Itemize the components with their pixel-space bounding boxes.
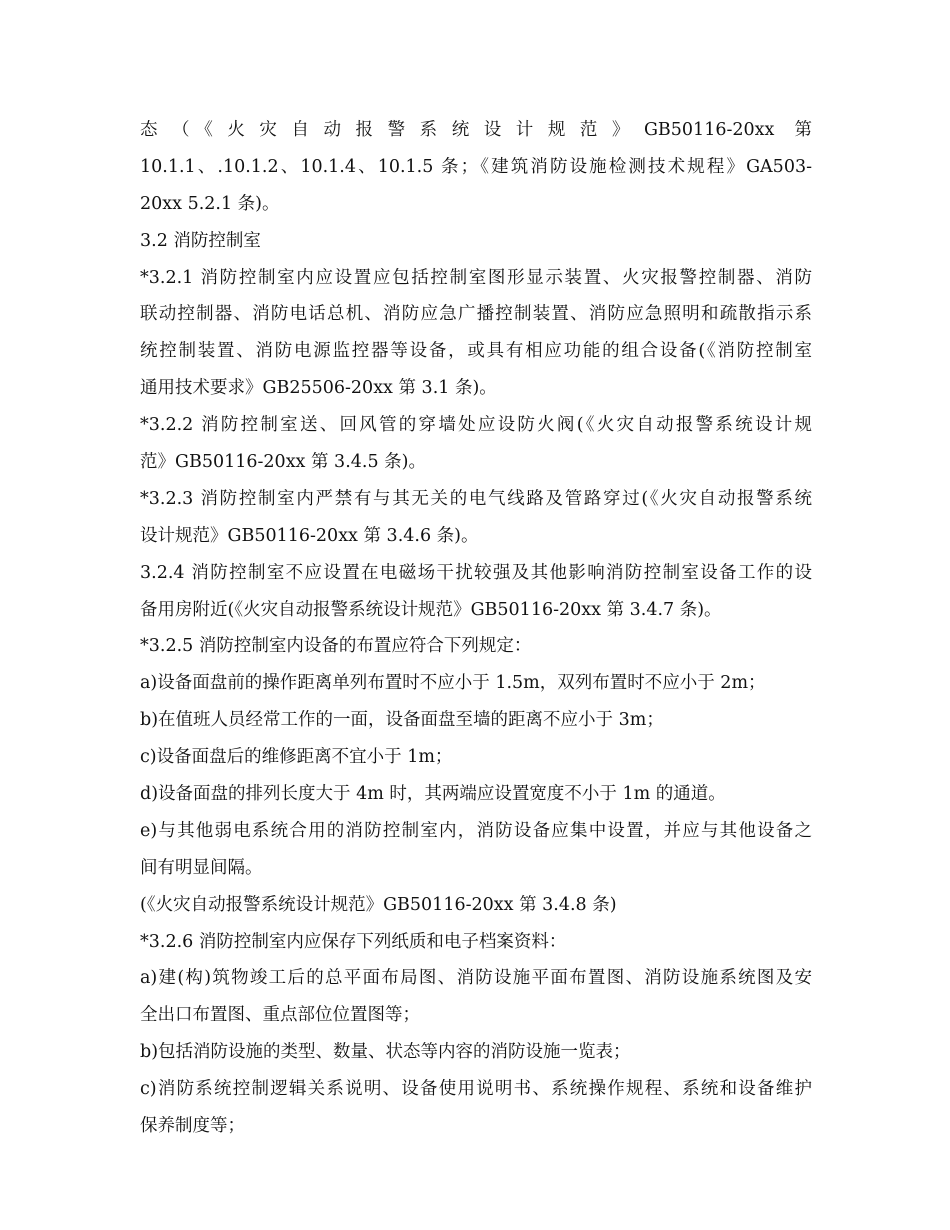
text-line: 联动控制器、消防电话总机、消防应急广播控制装置、消防应急照明和疏散指示系 <box>140 304 812 325</box>
text-line: 间有明显间隔。 <box>140 857 263 878</box>
text-line: 设计规范》GB50116-20xx 第 3.4.6 条)。 <box>140 525 479 546</box>
text-line: 备用房附近(《火灾自动报警系统设计规范》GB50116-20xx 第 3.4.7 条)。 <box>140 599 722 620</box>
text-line: *3.2.2 消防控制室送、回风管的穿墙处应设防火阀(《火灾自动报警系统设计规 <box>140 415 812 436</box>
text-line: 保养制度等； <box>140 1116 245 1137</box>
text-line: b)在值班人员经常工作的一面，设备面盘至墙的距离不应小于 3m； <box>140 710 664 731</box>
text-line: 态（《火灾自动报警系统设计规范》GB50116-20xx 第 <box>140 120 812 140</box>
text-line: 范》GB50116-20xx 第 3.4.5 条)。 <box>140 452 426 473</box>
text-line: *3.2.5 消防控制室内设备的布置应符合下列规定： <box>140 636 532 657</box>
text-line: *3.2.6 消防控制室内应保存下列纸质和电子档案资料： <box>140 931 567 952</box>
text-line: *3.2.1 消防控制室内应设置应包括控制室图形显示装置、火灾报警控制器、消防 <box>140 267 812 288</box>
text-line: 通用技术要求》GB25506-20xx 第 3.1 条)。 <box>140 378 497 399</box>
text-line: 全出口布置图、重点部位位置图等； <box>140 1005 420 1026</box>
text-line: 3.2.4 消防控制室不应设置在电磁场干扰较强及其他影响消防控制室设备工作的设 <box>140 562 812 583</box>
text-line: a)建(构)筑物竣工后的总平面布局图、消防设施平面布置图、消防设施系统图及安 <box>140 968 812 989</box>
text-line: 统控制装置、消防电源监控器等设备，或具有相应功能的组合设备(《消防控制室 <box>140 341 812 362</box>
text-line: d)设备面盘的排列长度大于 4m 时，其两端应设置宽度不小于 1m 的通道。 <box>140 784 726 805</box>
text-line: (《火灾自动报警系统设计规范》GB50116-20xx 第 3.4.8 条) <box>140 894 617 915</box>
text-line: b)包括消防设施的类型、数量、状态等内容的消防设施一览表； <box>140 1042 631 1063</box>
text-line: 20xx 5.2.1 条)。 <box>140 193 280 214</box>
text-line: *3.2.3 消防控制室内严禁有与其无关的电气线路及管路穿过(《火灾自动报警系统 <box>140 488 812 509</box>
text-line: c)设备面盘后的维修距离不宜小于 1m； <box>140 747 453 768</box>
document-page <box>140 112 812 1145</box>
text-line: c)消防系统控制逻辑关系说明、设备使用说明书、系统操作规程、系统和设备维护 <box>140 1079 812 1100</box>
text-line: 10.1.1、.10.1.2、10.1.4、10.1.5 条；《建筑消防设施检测技术规程》GA503- <box>140 156 812 177</box>
text-line: a)设备面盘前的操作距离单列布置时不应小于 1.5m，双列布置时不应小于 2m； <box>140 673 766 694</box>
section-heading: 3.2 消防控制室 <box>140 230 261 251</box>
text-line: e)与其他弱电系统合用的消防控制室内，消防设备应集中设置，并应与其他设备之 <box>140 820 812 841</box>
